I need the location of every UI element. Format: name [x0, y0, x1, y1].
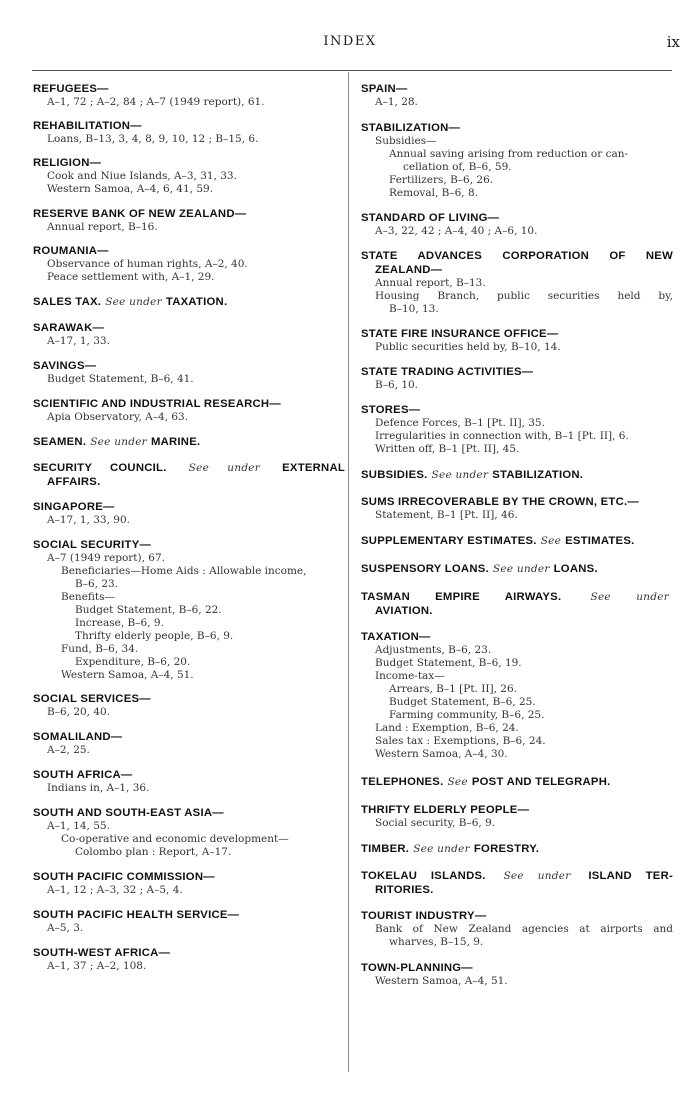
entry-heading: ROUMANIA—: [33, 245, 109, 257]
entry-subline: A–3, 22, 42 ; A–4, 40 ; A–6, 10.: [375, 225, 538, 237]
entry-subline: Colombo plan : Report, A–17.: [75, 846, 232, 858]
entry-heading: TOKELAU ISLANDS.: [361, 870, 486, 882]
entry-heading: SOUTH PACIFIC COMMISSION—: [33, 871, 215, 883]
entry-heading: TIMBER.: [361, 843, 410, 855]
entry-heading: SOCIAL SERVICES—: [33, 693, 151, 705]
entry-heading: TASMAN EMPIRE AIRWAYS.: [361, 591, 562, 603]
index-entry-south-africa: [33, 768, 345, 795]
index-entry-state-advances: [361, 249, 673, 316]
header-rule: [32, 70, 672, 71]
page-header: [0, 34, 700, 58]
entry-subline: Western Samoa, A–4, 30.: [375, 748, 508, 760]
entry-subline: Expenditure, B–6, 20.: [75, 656, 191, 668]
index-entry-savings: [33, 359, 345, 386]
entry-heading: STORES—: [361, 404, 421, 416]
index-entry-social-security: [33, 538, 345, 682]
entry-subline: Cook and Niue Islands, A–3, 31, 33.: [47, 170, 237, 182]
index-entry-taxation: [361, 630, 673, 761]
entry-subline: Budget Statement, B–6, 19.: [375, 657, 522, 669]
index-entry-roumania: [33, 244, 345, 284]
entry-subline: Arrears, B–1 [Pt. II], 26.: [389, 683, 517, 695]
entry-heading: STANDARD OF LIVING—: [361, 212, 500, 224]
entry-subline: Irregularities in connection with, B–1 [Pt. II], 6.: [375, 430, 629, 442]
entry-subline: Budget Statement, B–6, 41.: [47, 373, 194, 385]
entry-heading: SUMS IRRECOVERABLE BY THE CROWN, ETC.—: [361, 496, 639, 508]
entry-subline: Benefits—: [61, 591, 116, 603]
cross-reference: MARINE.: [150, 436, 201, 448]
cross-reference-continued: RITORIES.: [375, 884, 434, 896]
entry-subline: Income-tax—: [375, 670, 445, 682]
index-entry-state-trading: [361, 365, 673, 392]
index-entry-timber: [361, 842, 673, 856]
entry-heading: SALES TAX.: [33, 296, 102, 308]
entry-subline: Loans, B–13, 3, 4, 8, 9, 10, 12 ; B–15, 6.: [47, 133, 259, 145]
entry-subline: Western Samoa, A–4, 51.: [375, 975, 508, 987]
index-entry-south-west-africa: [33, 946, 345, 973]
entry-subline: Budget Statement, B–6, 22.: [75, 604, 222, 616]
index-entry-south-pacific-commission: [33, 870, 345, 897]
entry-heading: SUPPLEMENTARY ESTIMATES.: [361, 535, 537, 547]
cross-reference: FORESTRY.: [473, 843, 540, 855]
entry-subline: Apia Observatory, A–4, 63.: [47, 411, 189, 423]
entry-subline: A–5, 3.: [47, 922, 84, 934]
entry-subline: Statement, B–1 [Pt. II], 46.: [375, 509, 518, 521]
entry-heading-line: [33, 461, 345, 475]
entry-heading-line: [361, 468, 673, 482]
entry-heading: THRIFTY ELDERLY PEOPLE—: [361, 804, 530, 816]
entry-heading: STABILIZATION—: [361, 122, 461, 134]
see-reference: See under: [90, 436, 147, 448]
entry-subline: Fund, B–6, 34.: [61, 643, 139, 655]
entry-subline: B–6, 20, 40.: [47, 706, 111, 718]
index-entry-suspensory-loans: [361, 562, 673, 576]
entry-subline: A–1, 14, 55.: [47, 820, 110, 832]
index-entry-thrifty-elderly-people: [361, 803, 673, 830]
entry-subline: Peace settlement with, A–1, 29.: [47, 271, 215, 283]
entry-heading-line: [361, 562, 673, 576]
cross-reference-continued: AFFAIRS.: [47, 476, 101, 488]
entry-subline: Thrifty elderly people, B–6, 9.: [75, 630, 234, 642]
entry-subline: Housing Branch, public securities held by,: [375, 290, 673, 302]
entry-subline: A–1, 37 ; A–2, 108.: [47, 960, 147, 972]
cross-reference: TAXATION.: [165, 296, 228, 308]
entry-subline: Farming community, B–6, 25.: [389, 709, 545, 721]
index-entry-sums-irrecoverable: [361, 495, 673, 522]
index-entry-scientific-research: [33, 397, 345, 424]
entry-subline: cellation of, B–6, 59.: [403, 161, 512, 173]
entry-heading: RELIGION—: [33, 157, 102, 169]
see-reference: See under: [188, 462, 261, 474]
entry-subline: Western Samoa, A–4, 6, 41, 59.: [47, 183, 214, 195]
see-reference: See under: [590, 591, 669, 603]
entry-subline: Annual saving arising from reduction or can-: [389, 148, 629, 160]
entry-subline: Annual report, B–13.: [375, 277, 486, 289]
entry-subline: Observance of human rights, A–2, 40.: [47, 258, 248, 270]
entry-subline: Annual report, B–16.: [47, 221, 158, 233]
entry-heading: SOUTH-WEST AFRICA—: [33, 947, 171, 959]
entry-heading-continued: ZEALAND—: [375, 264, 443, 276]
entry-heading-line: [33, 435, 345, 449]
index-entry-singapore: [33, 500, 345, 527]
cross-reference: AVIATION.: [375, 605, 433, 617]
entry-heading: STATE TRADING ACTIVITIES—: [361, 366, 534, 378]
entry-heading-line: [361, 869, 673, 883]
entry-subline: B–6, 23.: [75, 578, 119, 590]
entry-heading-line: [33, 295, 345, 309]
index-entry-telephones: [361, 775, 673, 789]
entry-subline: Adjustments, B–6, 23.: [375, 644, 492, 656]
cross-reference: EXTERNAL: [282, 462, 346, 474]
index-entry-religion: [33, 156, 345, 196]
cross-reference: LOANS.: [553, 563, 598, 575]
entry-heading: TELEPHONES.: [361, 776, 444, 788]
entry-heading: SOUTH PACIFIC HEALTH SERVICE—: [33, 909, 240, 921]
entry-subline: A–17, 1, 33, 90.: [47, 514, 130, 526]
column-divider: [348, 72, 349, 1072]
entry-heading-line: [361, 590, 673, 604]
entry-heading-line: [361, 534, 673, 548]
entry-heading: SOCIAL SECURITY—: [33, 539, 152, 551]
entry-subline: Public securities held by, B–10, 14.: [375, 341, 561, 353]
entry-subline: Defence Forces, B–1 [Pt. II], 35.: [375, 417, 545, 429]
index-entry-town-planning: [361, 961, 673, 988]
see-reference: See: [447, 776, 468, 788]
entry-subline: Western Samoa, A–4, 51.: [61, 669, 194, 681]
index-entry-subsidies: [361, 468, 673, 482]
entry-heading: SEAMEN.: [33, 436, 87, 448]
entry-heading: SOMALILAND—: [33, 731, 123, 743]
index-entry-social-services: [33, 692, 345, 719]
entry-subline: B–6, 10.: [375, 379, 419, 391]
entry-subline: A–1, 72 ; A–2, 84 ; A–7 (1949 report), 61.: [47, 96, 265, 108]
entry-heading: SUBSIDIES.: [361, 469, 428, 481]
entry-subline: Fertilizers, B–6, 26.: [389, 174, 494, 186]
entry-heading: TAXATION—: [361, 631, 431, 643]
entry-subline: Budget Statement, B–6, 25.: [389, 696, 536, 708]
see-reference: See under: [492, 563, 550, 575]
index-entry-state-fire-insurance: [361, 327, 673, 354]
entry-subline: Increase, B–6, 9.: [75, 617, 164, 629]
entry-heading: REFUGEES—: [33, 83, 109, 95]
see-reference: See under: [503, 870, 571, 882]
cross-reference: ISLAND TER-: [588, 870, 673, 882]
right-column: [361, 82, 673, 988]
entry-subline: A–2, 25.: [47, 744, 90, 756]
cross-reference: STABILIZATION.: [492, 469, 584, 481]
index-entry-standard-of-living: [361, 211, 673, 238]
entry-subline: Subsidies—: [375, 135, 437, 147]
entry-subline: Co-operative and economic development—: [61, 833, 289, 845]
index-entry-tasman-empire-airways: [361, 590, 673, 618]
entry-heading: SOUTH AND SOUTH-EAST ASIA—: [33, 807, 224, 819]
index-entry-refugees: [33, 82, 345, 109]
entry-heading: SOUTH AFRICA—: [33, 769, 133, 781]
entry-subline: A–1, 12 ; A–3, 32 ; A–5, 4.: [47, 884, 183, 896]
entry-heading: SPAIN—: [361, 83, 408, 95]
index-entry-south-and-south-east-asia: [33, 806, 345, 859]
entry-subline: Written off, B–1 [Pt. II], 45.: [375, 443, 520, 455]
entry-heading: SAVINGS—: [33, 360, 97, 372]
index-entry-south-pacific-health: [33, 908, 345, 935]
index-entry-tourist-industry: [361, 909, 673, 949]
entry-heading-line: [361, 775, 673, 789]
index-entry-stabilization: [361, 121, 673, 200]
entry-subline: Indians in, A–1, 36.: [47, 782, 150, 794]
page-number: ix: [666, 33, 680, 51]
entry-subline: A–7 (1949 report), 67.: [47, 552, 165, 564]
page-title: INDEX: [323, 34, 377, 49]
index-entry-sales-tax: [33, 295, 345, 309]
entry-subline: B–10, 13.: [389, 303, 439, 315]
entry-subline: Removal, B–6, 8.: [389, 187, 478, 199]
index-entry-stores: [361, 403, 673, 456]
index-entry-supplementary-estimates: [361, 534, 673, 548]
entry-subline: Social security, B–6, 9.: [375, 817, 496, 829]
entry-heading: REHABILITATION—: [33, 120, 142, 132]
index-entry-rehabilitation: [33, 119, 345, 146]
cross-reference: POST AND TELEGRAPH.: [471, 776, 611, 788]
entry-heading: SARAWAK—: [33, 322, 105, 334]
entry-subline: Beneficiaries—Home Aids : Allowable income,: [61, 565, 307, 577]
index-entry-somaliland: [33, 730, 345, 757]
left-column: [33, 82, 345, 973]
entry-heading: TOURIST INDUSTRY—: [361, 910, 487, 922]
entry-heading: RESERVE BANK OF NEW ZEALAND—: [33, 208, 247, 220]
entry-heading: SUSPENSORY LOANS.: [361, 563, 489, 575]
index-entry-security-council: [33, 461, 345, 489]
index-entry-tokelau-islands: [361, 869, 673, 897]
see-reference: See under: [105, 296, 162, 308]
entry-subline: Land : Exemption, B–6, 24.: [375, 722, 519, 734]
index-entry-sarawak: [33, 321, 345, 348]
index-entry-spain: [361, 82, 673, 109]
entry-heading: SCIENTIFIC AND INDUSTRIAL RESEARCH—: [33, 398, 281, 410]
entry-heading: TOWN-PLANNING—: [361, 962, 473, 974]
entry-subline: A–17, 1, 33.: [47, 335, 110, 347]
index-entry-reserve-bank: [33, 207, 345, 234]
entry-heading: SECURITY COUNCIL.: [33, 462, 167, 474]
see-reference: See: [540, 535, 562, 547]
entry-subline: wharves, B–15, 9.: [389, 936, 484, 948]
entry-heading-line: [361, 842, 673, 856]
see-reference: See under: [431, 469, 489, 481]
entry-subline: Bank of New Zealand agencies at airports and: [375, 923, 673, 935]
entry-heading: SINGAPORE—: [33, 501, 115, 513]
entry-heading: STATE ADVANCES CORPORATION OF NEW: [361, 250, 673, 262]
entry-subline: A–1, 28.: [375, 96, 418, 108]
see-reference: See under: [413, 843, 470, 855]
cross-reference: ESTIMATES.: [565, 535, 635, 547]
entry-subline: Sales tax : Exemptions, B–6, 24.: [375, 735, 546, 747]
index-entry-seamen: [33, 435, 345, 449]
entry-heading: STATE FIRE INSURANCE OFFICE—: [361, 328, 559, 340]
